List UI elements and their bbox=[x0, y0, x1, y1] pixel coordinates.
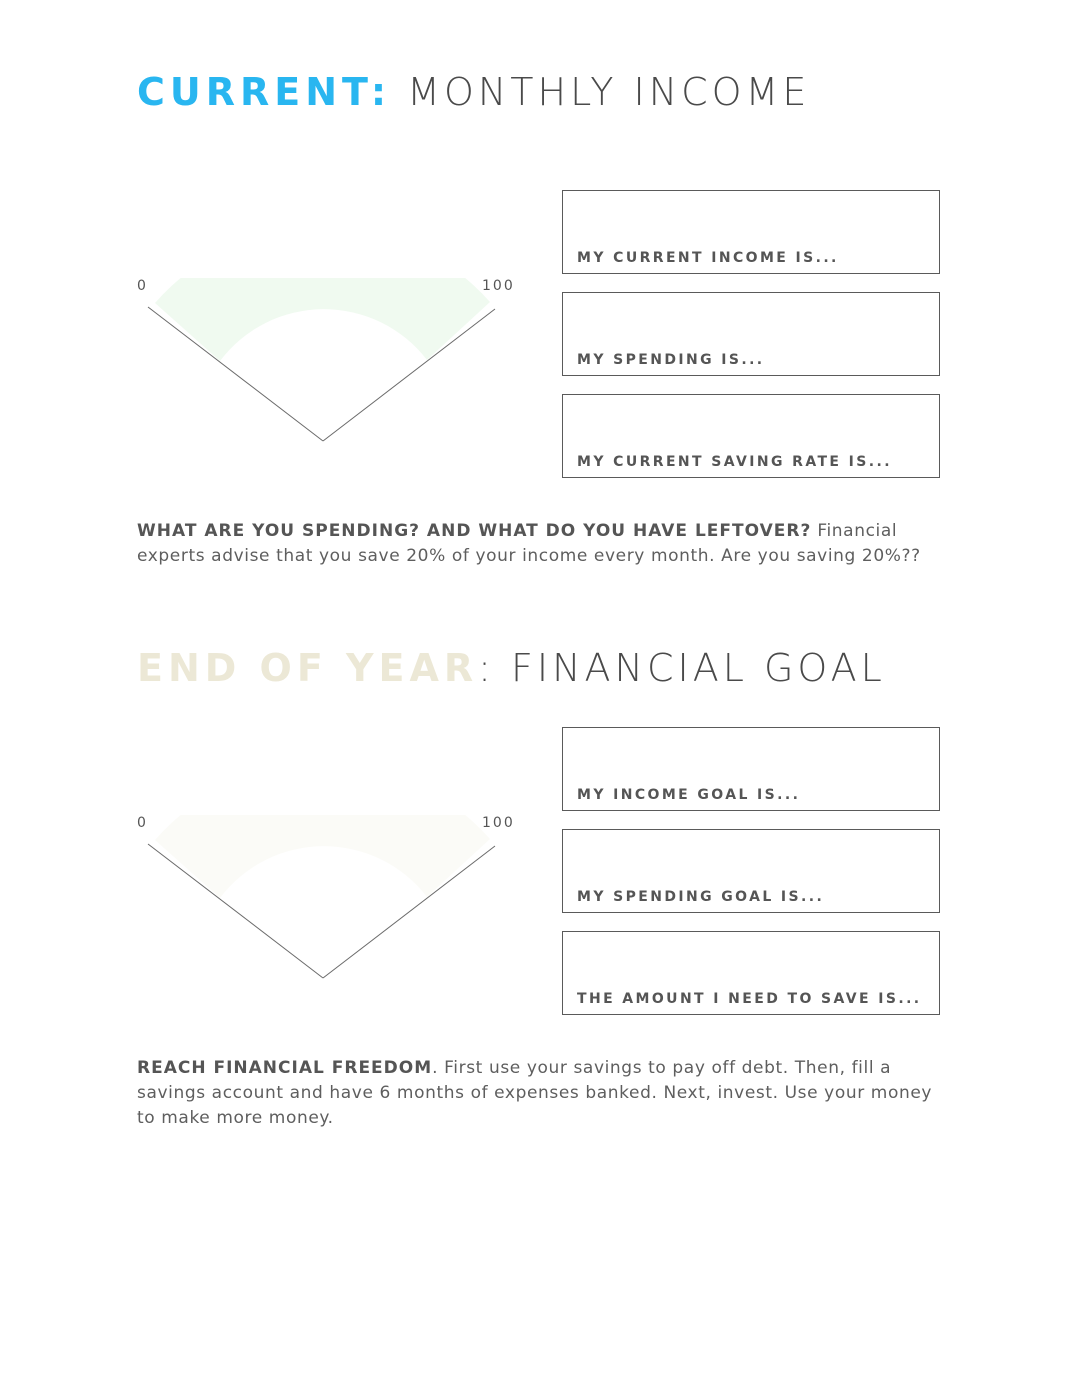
current-saving-rate-field[interactable] bbox=[562, 394, 940, 478]
goal-gauge-min-label: 0 bbox=[137, 815, 148, 831]
spending-field[interactable] bbox=[562, 292, 940, 376]
current-advice-lead: WHAT ARE YOU SPENDING? AND WHAT DO YOU HAVE LEFTOVER? bbox=[137, 521, 812, 541]
income-goal-label: MY INCOME GOAL IS... bbox=[577, 787, 801, 803]
goal-savings-gauge bbox=[135, 815, 520, 1085]
current-income-field[interactable] bbox=[562, 190, 940, 274]
goal-gauge-band bbox=[155, 815, 490, 898]
savings-needed-field[interactable] bbox=[562, 931, 940, 1015]
current-gauge-min-label: 0 bbox=[137, 278, 148, 294]
goal-heading bbox=[137, 646, 886, 690]
spending-label: MY SPENDING IS... bbox=[577, 352, 765, 368]
goal-heading-accent: END OF YEAR bbox=[137, 646, 479, 690]
goal-gauge-max-label: 100 bbox=[482, 815, 515, 831]
current-gauge-graphic bbox=[135, 278, 520, 448]
current-heading bbox=[137, 70, 810, 114]
current-heading-rest: MONTHLY INCOME bbox=[391, 70, 811, 114]
income-goal-field[interactable] bbox=[562, 727, 940, 811]
current-income-label: MY CURRENT INCOME IS... bbox=[577, 250, 839, 266]
freedom-advice-text: . First use your savings to pay off debt. Then, fill a savings account and have 6 months of expenses banked. Next, invest. Use your money to make more money. bbox=[137, 1058, 933, 1128]
goal-gauge-graphic bbox=[135, 815, 520, 985]
current-advice-text: Financial experts advise that you save 20% of your income every month. Are you saving 20%?? bbox=[137, 521, 921, 566]
current-gauge-max-label: 100 bbox=[482, 278, 515, 294]
current-savings-gauge bbox=[135, 278, 520, 548]
freedom-advice-paragraph bbox=[137, 1056, 937, 1131]
freedom-advice-lead: REACH FINANCIAL FREEDOM bbox=[137, 1058, 433, 1078]
current-advice-paragraph bbox=[137, 519, 937, 569]
spending-goal-label: MY SPENDING GOAL IS... bbox=[577, 889, 825, 905]
spending-goal-field[interactable] bbox=[562, 829, 940, 913]
current-gauge-band bbox=[155, 278, 490, 361]
current-heading-accent: CURRENT: bbox=[137, 70, 392, 114]
savings-needed-label: THE AMOUNT I NEED TO SAVE IS... bbox=[577, 991, 922, 1007]
current-saving-rate-label: MY CURRENT SAVING RATE IS... bbox=[577, 454, 892, 470]
goal-heading-rest: : FINANCIAL GOAL bbox=[478, 646, 886, 690]
